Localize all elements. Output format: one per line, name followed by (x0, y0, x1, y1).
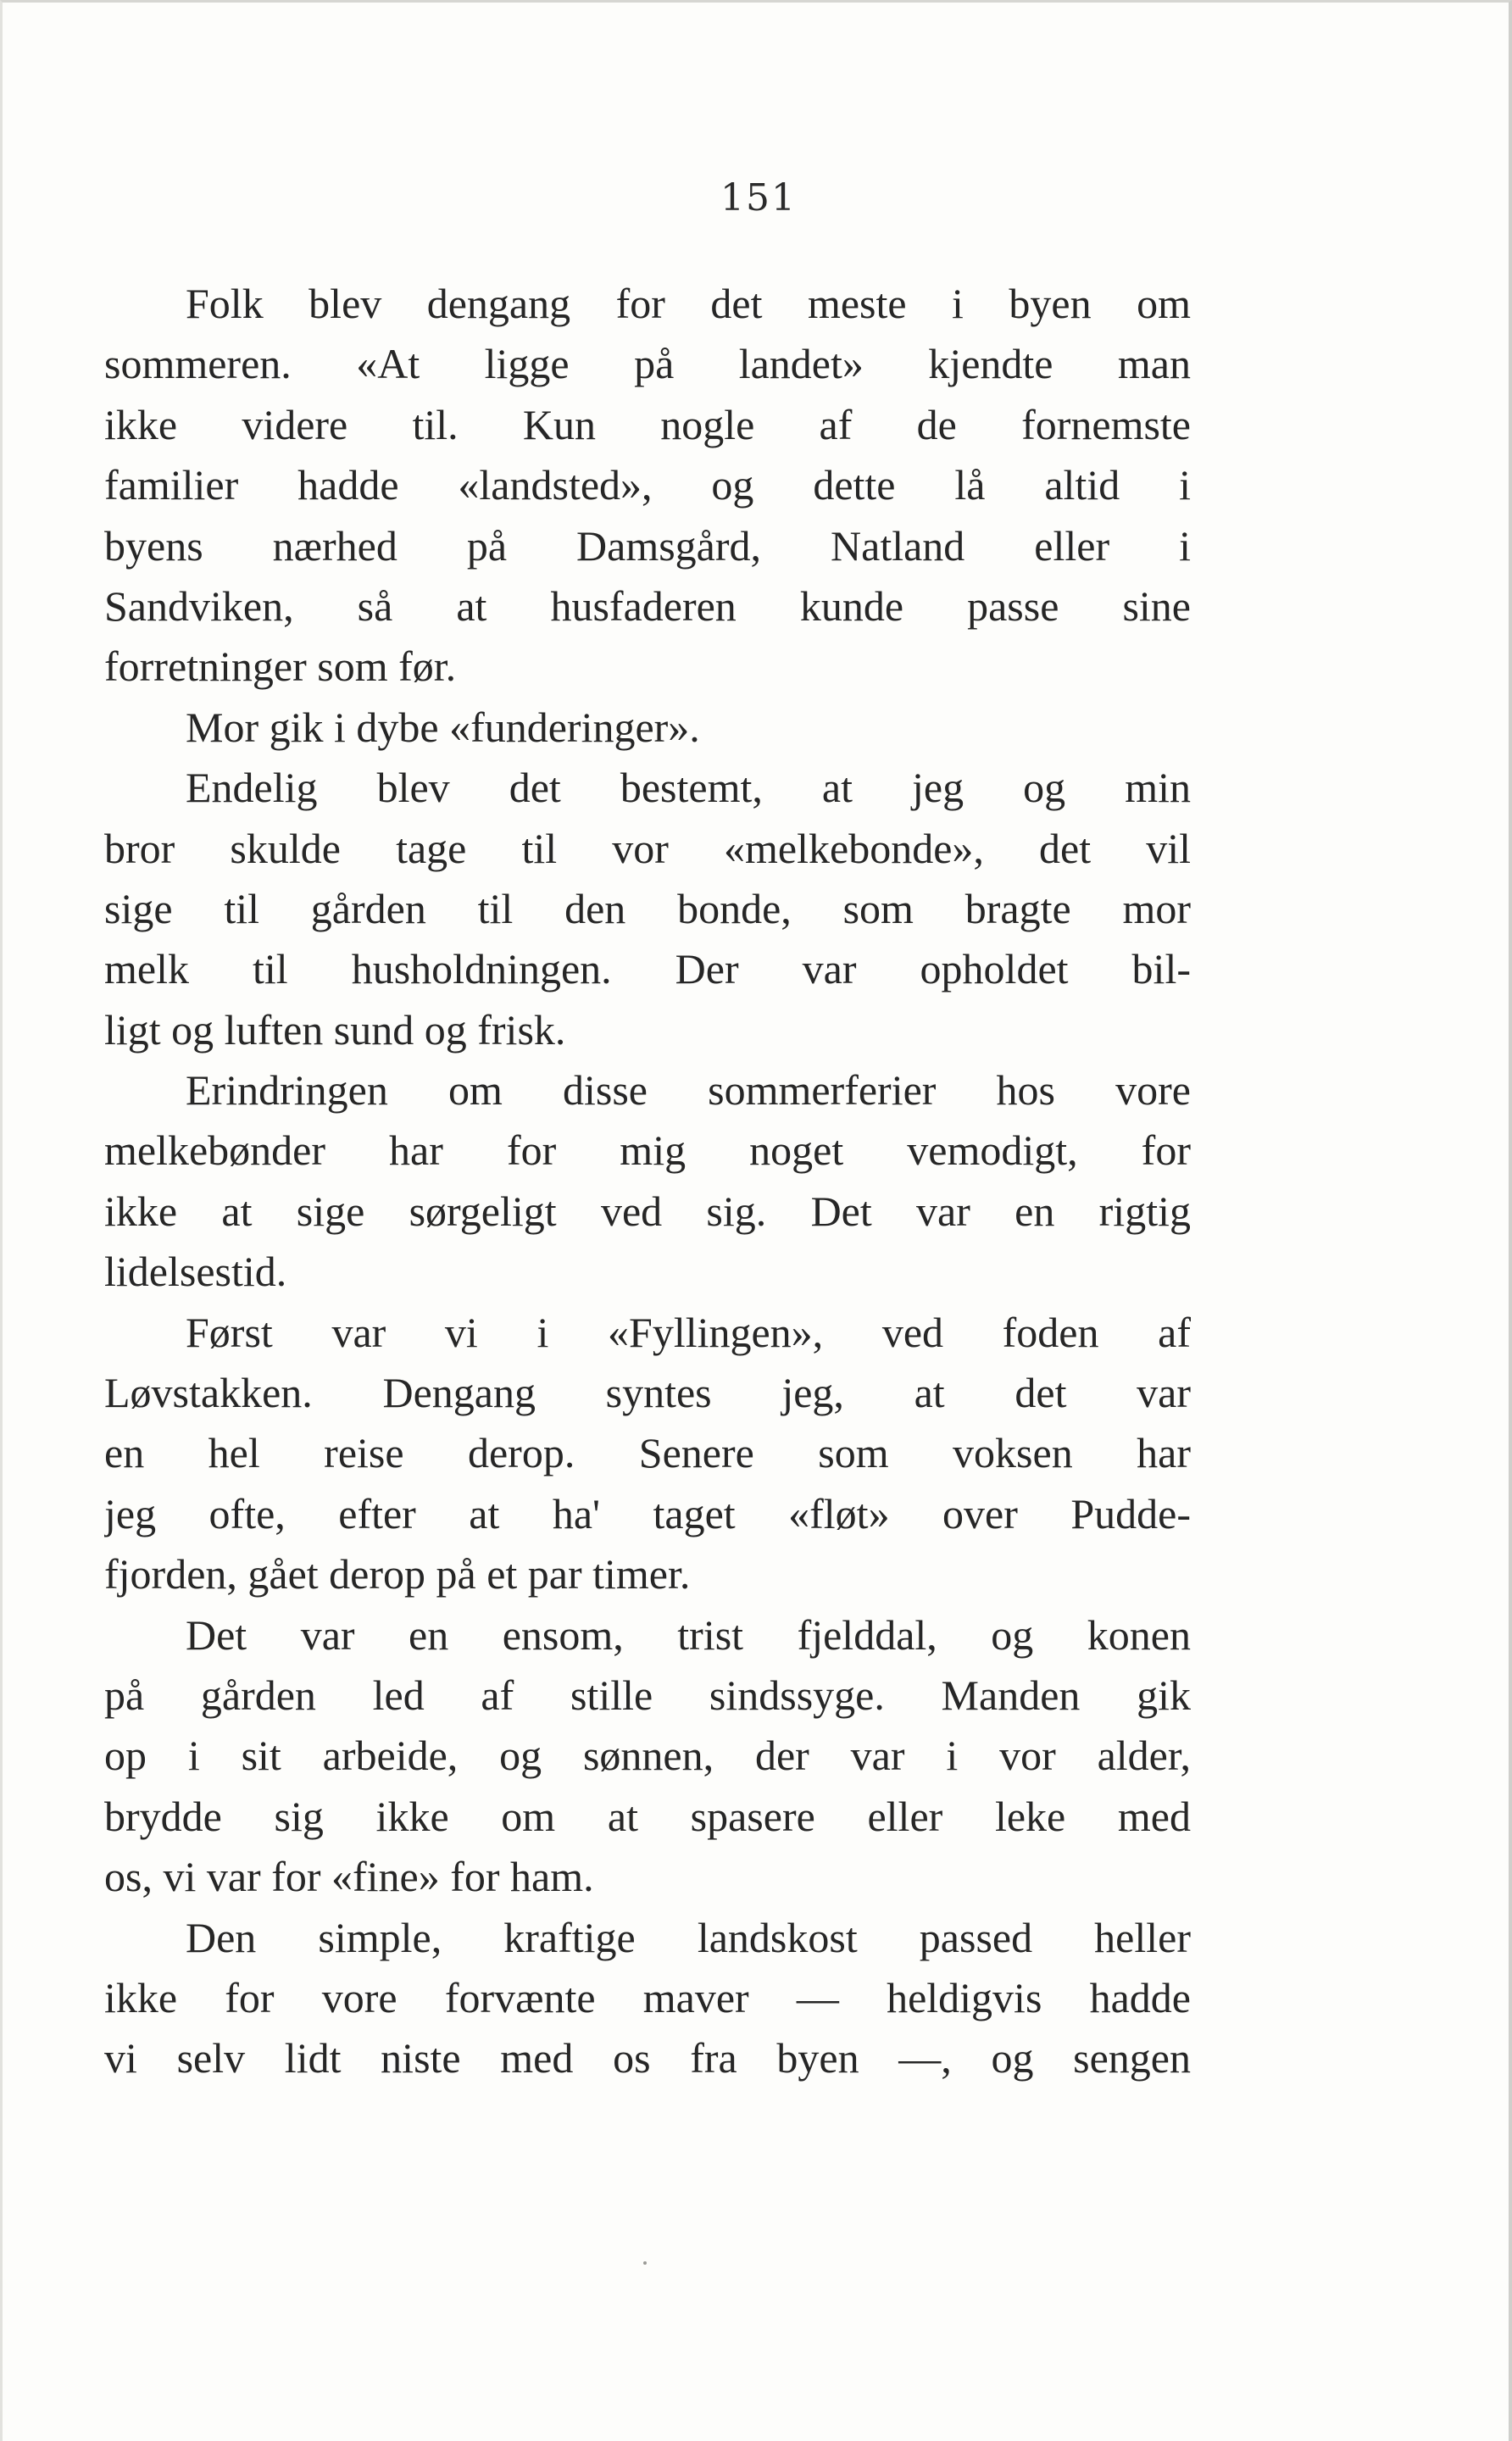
page-number: 151 (720, 176, 797, 220)
paragraph (104, 1908, 1191, 2089)
text-line: jeg ofte, efter at ha' taget «fløt» over Pudde- (104, 1489, 1191, 1537)
text-line: på gården led af stille sindssyge. Manden gik (104, 1671, 1191, 1719)
text-line: sommeren. «At ligge på landet» kjendte man (104, 340, 1191, 388)
paragraph (104, 758, 1191, 1060)
text-line: Endelig blev det bestemt, at jeg og min (186, 764, 1191, 812)
text-line: lidelsestid. (104, 1248, 287, 1296)
text-line: familier hadde «landsted», og dette lå altid i (104, 461, 1191, 509)
text-line: vi selv lidt niste med os fra byen —, og sengen (104, 2034, 1191, 2082)
paragraph (104, 1303, 1191, 1605)
text-line: fjorden, gået derop på et par timer. (104, 1550, 691, 1599)
text-line: Sandviken, så at husfaderen kunde passe sine (104, 581, 1191, 630)
paragraph (104, 1605, 1191, 1908)
text-line: op i sit arbeide, og sønnen, der var i vor alder, (104, 1732, 1191, 1780)
print-speck (643, 2261, 647, 2265)
text-line: Mor gik i dybe «funderinger». (186, 703, 700, 751)
text-line: forretninger som før. (104, 642, 457, 691)
body-text (104, 274, 1191, 2089)
text-line: brydde sig ikke om at spasere eller leke med (104, 1792, 1191, 1840)
text-line: melkebønder har for mig noget vemodigt, for (104, 1126, 1191, 1175)
paragraph (104, 1060, 1191, 1303)
text-line: sige til gården til den bonde, som bragte mor (104, 884, 1191, 932)
text-line: ikke for vore forvænte maver — heldigvis hadde (104, 1973, 1191, 2021)
text-line: Først var vi i «Fyllingen», ved foden af (186, 1308, 1191, 1356)
text-line: melk til husholdningen. Der var opholdet bil- (104, 945, 1191, 993)
paragraph (104, 274, 1191, 698)
text-line: ikke at sige sørgeligt ved sig. Det var en rigtig (104, 1187, 1191, 1235)
text-line: Folk blev dengang for det meste i byen om (186, 280, 1191, 327)
text-line: os, vi var for «fine» for ham. (104, 1853, 594, 1901)
text-line: Det var en ensom, trist fjelddal, og konen (186, 1610, 1191, 1659)
text-line: Løvstakken. Dengang syntes jeg, at det var (104, 1369, 1191, 1417)
text-line: byens nærhed på Damsgård, Natland eller i (104, 521, 1191, 570)
text-line: ligt og luften sund og frisk. (104, 1005, 566, 1054)
paragraph (104, 698, 1191, 758)
text-line: en hel reise derop. Senere som voksen har (104, 1429, 1191, 1477)
text-line: ikke videre til. Kun nogle af de fornemste (104, 400, 1191, 448)
text-line: bror skulde tage til vor «melkebonde», det vil (104, 824, 1191, 872)
text-line: Den simple, kraftige landskost passed heller (186, 1913, 1191, 1961)
text-line: Erindringen om disse sommerferier hos vore (186, 1066, 1191, 1115)
